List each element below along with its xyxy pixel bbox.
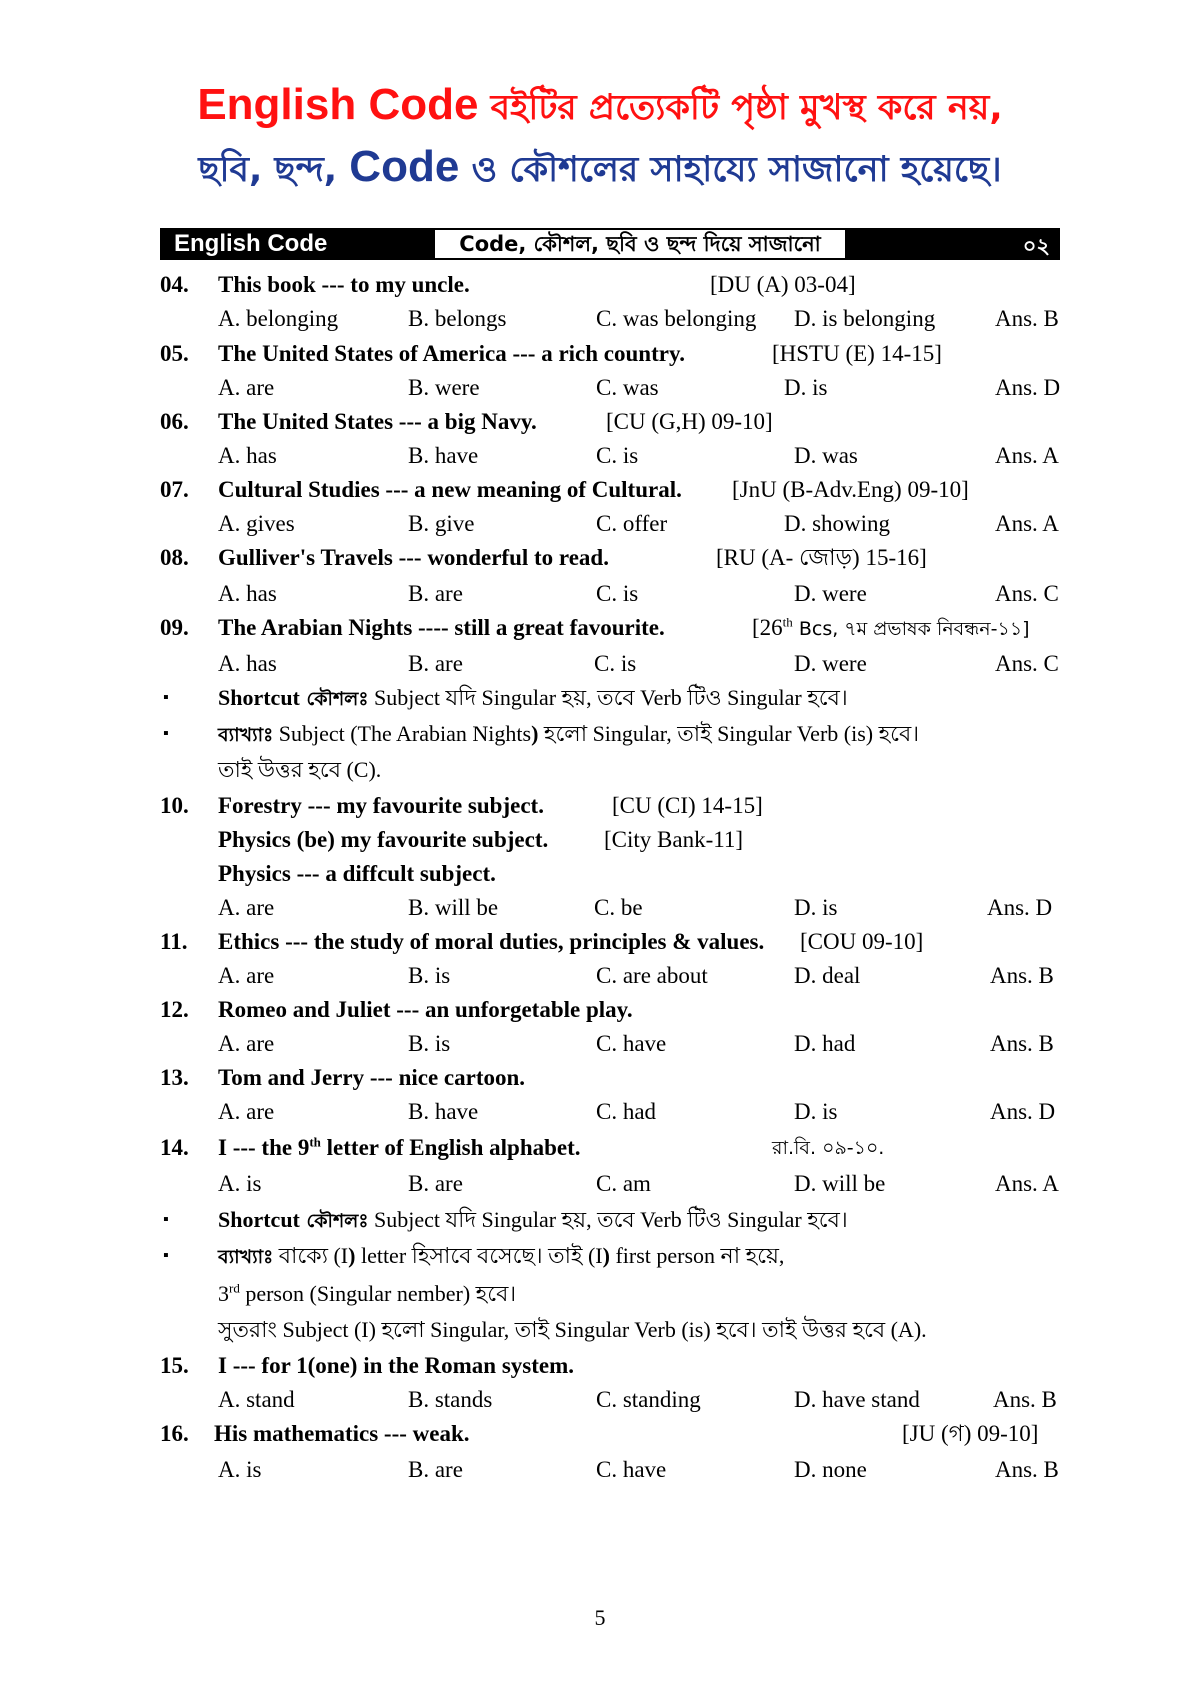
banner-english-code: English Code (197, 80, 479, 129)
option-c: C. offer (596, 511, 668, 536)
option-c: C. is (596, 443, 639, 468)
option-c: C. is (596, 581, 639, 606)
option-d: D. is (794, 1099, 838, 1124)
question-number: 14. (160, 1135, 189, 1160)
shortcut-note: Shortcut কৌশলঃ Subject যদি Singular হয়, তবে Verb টিও Singular হবে। (218, 685, 848, 710)
question-number: 05. (160, 341, 189, 366)
answer: Ans. A (995, 443, 1059, 468)
option-b: B. stands (408, 1387, 493, 1412)
option-a: A. is (218, 1457, 262, 1482)
question-text: I --- the 9th letter of English alphabet. (218, 1134, 581, 1160)
option-c: C. have (596, 1457, 667, 1482)
question-number: 06. (160, 409, 189, 434)
shortcut-note: Shortcut কৌশলঃ Subject যদি Singular হয়, তবে Verb টিও Singular হবে। (218, 1207, 848, 1232)
option-a: A. has (218, 651, 277, 676)
option-a: A. gives (218, 511, 295, 536)
option-d: D. will be (794, 1171, 886, 1196)
question-text: Tom and Jerry --- nice cartoon. (218, 1065, 526, 1090)
question-source: [CU (G,H) 09-10] (606, 409, 773, 434)
option-c: C. be (594, 895, 643, 920)
question-number: 11. (160, 929, 188, 954)
option-a: A. are (218, 1099, 275, 1124)
running-header-left: English Code (174, 230, 328, 257)
option-b: B. are (408, 651, 463, 676)
option-b: B. have (408, 443, 479, 468)
question-source: [26th Bcs, ৭ম প্রভাষক নিবন্ধন-১১] (752, 614, 1030, 640)
option-a: A. are (218, 963, 275, 988)
answer: Ans. B (993, 1387, 1057, 1412)
bullet: ▪ (163, 725, 169, 742)
running-header-middle: Code, কৌশল, ছবি ও ছন্দ দিয়ে সাজানো (435, 230, 845, 258)
option-a: A. stand (218, 1387, 295, 1412)
option-d: D. is (784, 375, 828, 400)
bullet: ▪ (163, 1247, 169, 1264)
option-b: B. were (408, 375, 480, 400)
option-a: A. are (218, 895, 275, 920)
option-a: A. has (218, 443, 277, 468)
option-c: C. was (596, 375, 659, 400)
question-text-2: Physics (be) my favourite subject. (218, 827, 549, 852)
option-b: B. give (408, 511, 475, 536)
option-d: D. is belonging (794, 306, 936, 331)
question-text: I --- for 1(one) in the Roman system. (218, 1353, 575, 1378)
question-number: 09. (160, 615, 189, 640)
bullet: ▪ (163, 689, 169, 706)
option-a: A. belonging (218, 306, 339, 331)
question-text: Gulliver's Travels --- wonderful to read. (218, 545, 609, 570)
bullet: ▪ (163, 1211, 169, 1228)
option-c: C. had (596, 1099, 657, 1124)
option-a: A. has (218, 581, 277, 606)
option-d: D. showing (784, 511, 891, 536)
option-b: B. are (408, 1457, 463, 1482)
question-source: [HSTU (E) 14-15] (772, 341, 942, 366)
explanation-line-2: 3rd person (Singular nember) হবে। (218, 1280, 517, 1306)
question-number: 15. (160, 1353, 189, 1378)
question-text: Forestry --- my favourite subject. (218, 793, 544, 818)
question-source: রা.বি. ০৯-১০. (772, 1137, 885, 1159)
question-text: Ethics --- the study of moral duties, principles & values. (218, 929, 765, 954)
option-b: B. are (408, 1171, 463, 1196)
page-number: 5 (594, 1605, 606, 1630)
option-b: B. is (408, 963, 451, 988)
explanation-conclusion: তাই উত্তর হবে (C). (218, 757, 382, 782)
option-b: B. have (408, 1099, 479, 1124)
answer: Ans. B (995, 1457, 1059, 1482)
answer: Ans. D (990, 1099, 1056, 1124)
question-text-3: Physics --- a diffcult subject. (218, 861, 496, 886)
option-c: C. is (594, 651, 637, 676)
question-number: 12. (160, 997, 189, 1022)
answer: Ans. C (995, 651, 1059, 676)
question-number: 13. (160, 1065, 189, 1090)
option-b: B. are (408, 581, 463, 606)
question-text: The Arabian Nights ---- still a great favourite. (218, 615, 665, 640)
explanation-note: ব্যাখ্যাঃ বাক্যে (I) letter হিসাবে বসেছে। তাই (I) first person না হয়ে, (218, 1243, 785, 1268)
question-source: [CU (CI) 14-15] (612, 793, 763, 818)
option-d: D. have stand (794, 1387, 920, 1412)
question-number: 08. (160, 545, 189, 570)
option-b: B. is (408, 1031, 451, 1056)
option-a: A. is (218, 1171, 262, 1196)
question-source: [JU (গ) 09-10] (902, 1421, 1039, 1446)
option-d: D. is (794, 895, 838, 920)
question-text: This book --- to my uncle. (218, 272, 470, 297)
option-c: C. am (596, 1171, 651, 1196)
question-number: 16. (160, 1421, 189, 1446)
option-d: D. deal (794, 963, 861, 988)
option-c: C. was belonging (596, 306, 757, 331)
option-d: D. had (794, 1031, 856, 1056)
question-source-2: [City Bank-11] (604, 827, 744, 852)
option-c: C. are about (596, 963, 708, 988)
banner-bn-2a: ছবি, ছন্দ, (198, 150, 350, 190)
question-source: [RU (A- জোড়) 15-16] (716, 545, 927, 570)
banner-code: Code (349, 142, 460, 191)
option-a: A. are (218, 375, 275, 400)
running-header (160, 228, 1060, 260)
explanation-line-3: সুতরাং Subject (I) হলো Singular, তাই Singular Verb (is) হবে। তাই উত্তর হবে (A). (218, 1317, 927, 1342)
option-d: D. none (794, 1457, 867, 1482)
option-c: C. have (596, 1031, 667, 1056)
question-text: Cultural Studies --- a new meaning of Cultural. (218, 477, 682, 502)
answer: Ans. A (995, 511, 1059, 536)
answer: Ans. B (990, 963, 1054, 988)
answer: Ans. D (995, 375, 1061, 400)
question-text: Romeo and Juliet --- an unforgetable play. (218, 997, 633, 1022)
banner-bn-2b: ও কৌশলের সাহায্যে সাজানো হয়েছে। (459, 150, 1002, 190)
question-number: 07. (160, 477, 189, 502)
option-b: B. will be (408, 895, 499, 920)
option-b: B. belongs (408, 306, 507, 331)
option-d: D. were (794, 581, 867, 606)
answer: Ans. C (995, 581, 1059, 606)
explanation-note: ব্যাখ্যাঃ Subject (The Arabian Nights) হলো Singular, তাই Singular Verb (is) হবে। (218, 721, 920, 746)
question-source: [COU 09-10] (800, 929, 924, 954)
question-text: The United States of America --- a rich country. (218, 341, 685, 366)
question-text: The United States --- a big Navy. (218, 409, 537, 434)
banner-line-1 (0, 80, 1200, 139)
option-d: D. were (794, 651, 867, 676)
banner-line-2 (0, 142, 1200, 201)
question-source: [DU (A) 03-04] (710, 272, 856, 297)
answer: Ans. A (995, 1171, 1059, 1196)
option-a: A. are (218, 1031, 275, 1056)
running-header-page: ০২ (1022, 234, 1050, 258)
option-c: C. standing (596, 1387, 701, 1412)
answer: Ans. B (995, 306, 1059, 331)
question-source: [JnU (B-Adv.Eng) 09-10] (732, 477, 969, 502)
option-d: D. was (794, 443, 858, 468)
banner-bn-1: বইটির প্রত্যেকটি পৃষ্ঠা মুখস্থ করে নয়, (478, 88, 1003, 128)
answer: Ans. D (987, 895, 1053, 920)
question-number: 04. (160, 272, 189, 297)
question-text: His mathematics --- weak. (214, 1421, 470, 1446)
answer: Ans. B (990, 1031, 1054, 1056)
question-number: 10. (160, 793, 189, 818)
